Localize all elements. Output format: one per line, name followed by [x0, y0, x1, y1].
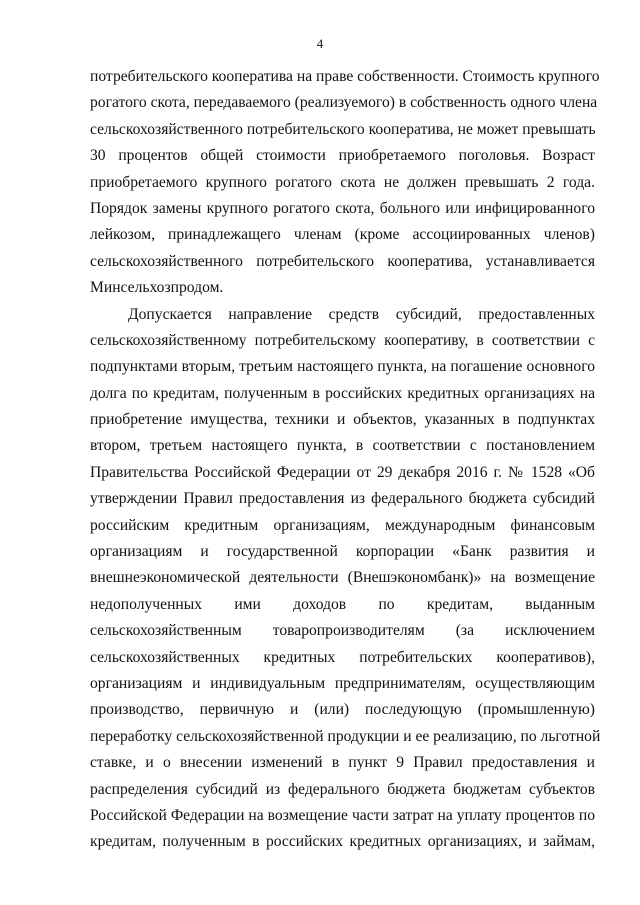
- document-body: [90, 64, 601, 856]
- text-line: сельскохозяйственному потребительскому кооперативу, в соответствии с: [90, 331, 595, 349]
- text-line: производство, первичную и (или) последующую (промышленную): [90, 701, 595, 719]
- text-line: российским кредитным организациям, международным финансовым: [90, 516, 595, 534]
- text-line: рогатого скота, передаваемого (реализуемого) в собственность одного члена: [90, 94, 598, 112]
- text-line: внешнеэкономической деятельности (Внешэкономбанк)» на возмещение: [90, 569, 595, 587]
- text-line: кредитам, полученным в российских кредитных организациях, и займам,: [90, 833, 595, 851]
- text-line: распределения субсидий из федерального бюджета бюджетам субъектов: [90, 780, 595, 798]
- text-line: 30 процентов общей стоимости приобретаемого поголовья. Возраст: [90, 147, 595, 165]
- text-line: Порядок замены крупного рогатого скота, больного или инфицированного: [90, 199, 595, 217]
- text-line: лейкозом, принадлежащего членам (кроме ассоциированных членов): [90, 226, 595, 244]
- text-line: сельскохозяйственным товаропроизводителям (за исключением: [90, 622, 595, 640]
- text-line: сельскохозяйственного потребительского кооператива, устанавливается: [90, 252, 595, 270]
- text-line: потребительского кооператива на праве собственности. Стоимость крупного: [90, 68, 600, 85]
- text-line: утверждении Правил предоставления из федерального бюджета субсидий: [90, 490, 595, 508]
- text-line: приобретаемого крупного рогатого скота не должен превышать 2 года.: [90, 173, 595, 191]
- text-line: организациям и государственной корпорации «Банк развития и: [90, 543, 595, 561]
- text-line: Правительства Российской Федерации от 29 декабря 2016 г. № 1528 «Об: [90, 463, 595, 481]
- text-line: подпунктами вторым, третьим настоящего пункта, на погашение основного: [90, 358, 595, 376]
- text-line: сельскохозяйственного потребительского кооператива, не может превышать: [90, 120, 596, 138]
- text-line: долга по кредитам, полученным в российских кредитных организациях на: [90, 384, 595, 402]
- page-number: 4: [316, 36, 324, 51]
- text-line: Российской Федерации на возмещение части затрат на уплату процентов по: [90, 806, 595, 824]
- text-line: недополученных ими доходов по кредитам, выданным: [90, 595, 595, 613]
- text-line: организациям и индивидуальным предпринимателям, осуществляющим: [90, 674, 595, 692]
- text-line: сельскохозяйственных кредитных потребительских кооперативов),: [90, 648, 595, 666]
- text-line: Допускается направление средств субсидий, предоставленных: [128, 305, 595, 323]
- text-line: переработку сельскохозяйственной продукции и ее реализацию, по льготной: [90, 727, 601, 745]
- text-line: приобретение имущества, техники и объектов, указанных в подпунктах: [90, 411, 595, 429]
- text-line: ставке, и о внесении изменений в пункт 9 Правил предоставления и: [90, 754, 595, 772]
- text-line: Минсельхозпродом.: [90, 279, 224, 297]
- text-line: втором, третьем настоящего пункта, в соответствии с постановлением: [90, 437, 595, 455]
